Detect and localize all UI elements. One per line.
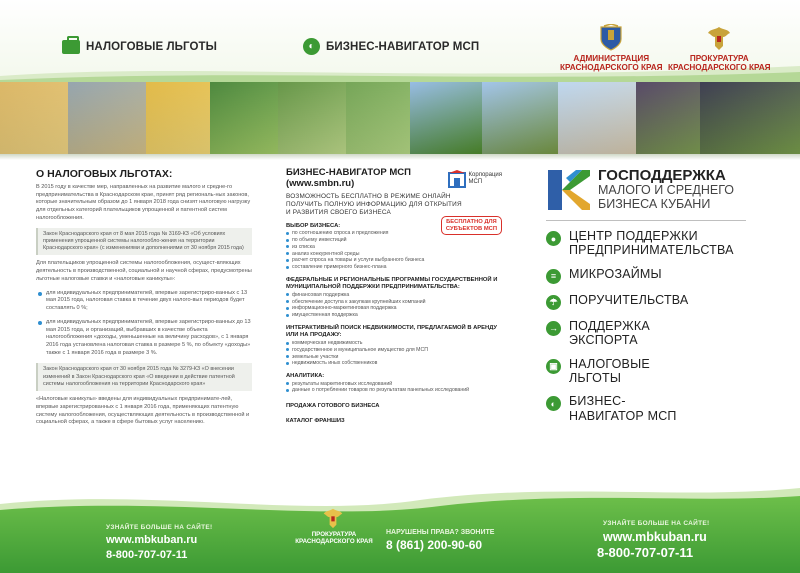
navigator-subtitle: ВОЗМОЖНОСТЬ БЕСПЛАТНО В РЕЖИМЕ ОНЛАЙН ПОЛУЧИТЬ ПОЛНУЮ ИНФОРМАЦИЮ ДЛЯ ОТКРЫТИЯ И РАЗВИТИЯ СВОЕГО БИЗНЕСА bbox=[286, 192, 462, 216]
navigator-section bbox=[286, 325, 502, 367]
list-item-text: государственное и муниципальное имущество для МСП bbox=[292, 346, 428, 353]
list-item-text: обеспечение доступа к закупкам крупнейших компаний bbox=[292, 298, 426, 305]
combine-photo bbox=[482, 82, 558, 154]
service-label bbox=[569, 229, 734, 258]
list-item bbox=[286, 264, 502, 271]
bullet-dot-icon bbox=[286, 252, 289, 255]
coins-icon: ≡ bbox=[546, 269, 561, 284]
navigator-extra-1: ПРОДАЖА ГОТОВОГО БИЗНЕСА bbox=[286, 403, 380, 410]
service-label-line: ЦЕНТР ПОДДЕРЖКИ bbox=[569, 229, 698, 243]
header-band bbox=[0, 0, 800, 82]
header-tax bbox=[62, 40, 217, 54]
taxes-bullet-2 bbox=[38, 319, 252, 358]
list-item bbox=[286, 257, 502, 264]
prok-label-1: ПРОКУРАТУРА bbox=[689, 54, 749, 63]
header-tax-title: НАЛОГОВЫЕ ЛЬГОТЫ bbox=[86, 41, 218, 53]
corp-msp-logo bbox=[448, 168, 502, 190]
bullet-dot-icon bbox=[286, 314, 289, 317]
header-navigator bbox=[303, 38, 479, 55]
bullet-dot-icon bbox=[286, 300, 289, 303]
footer-prok-2: КРАСНОДАРСКОГО КРАЯ bbox=[295, 537, 373, 545]
footer-prok-1: ПРОКУРАТУРА bbox=[311, 531, 357, 538]
navigator-section-title: ВЫБОР БИЗНЕСА: bbox=[286, 222, 341, 229]
service-label-line: ЛЬГОТЫ bbox=[569, 370, 622, 385]
list-item bbox=[286, 292, 502, 299]
law-box-1: Закон Краснодарского края от 8 мая 2015 года № 3169-КЗ «Об условиях применения упрощенной системы налогообло-жения на территории Краснодарского края» (с изменениями и дополнениями от 30 ноября 2015 года) bbox=[36, 228, 252, 256]
list-item bbox=[286, 237, 502, 244]
free-badge bbox=[441, 216, 502, 235]
list-item bbox=[286, 340, 502, 347]
list-item-text: по соотношению спроса и предложения bbox=[292, 230, 389, 237]
admin-logo bbox=[560, 24, 663, 72]
navigator-site[interactable]: (www.smbn.ru) bbox=[286, 177, 355, 189]
bullet-dot-icon bbox=[286, 232, 289, 235]
list-item-text: информационно-маркетинговая поддержка bbox=[292, 305, 397, 312]
service-label-line: НАЛОГОВЫЕ bbox=[569, 356, 650, 371]
taxes-outro: «Налоговые каникулы» введены для индивидуальных предпринимате-лей, впервые зарегистрированных с 1 января 2016 года, применяющих патентную систему налогообложения, осуществляющих деятельность в производственной и социальной сферах, а также в сфере бытовых услуг населению. bbox=[36, 396, 250, 426]
taxes-bullet-1-text: для индивидуальных предпринимателей, впервые зарегистриро-ванных с 13 мая 2015 года, налоговая ставка в течение двух налого-вых периодов будет составлять 0 %; bbox=[46, 289, 248, 312]
footer-site-left[interactable]: www.mbkuban.ru bbox=[106, 534, 198, 546]
service-label bbox=[569, 319, 650, 348]
service-label-line: ПОДДЕРЖКА bbox=[569, 318, 650, 333]
bullet-dot-icon bbox=[286, 355, 289, 358]
eagle-emblem-icon bbox=[706, 24, 732, 52]
footer-violated: НАРУШЕНЫ ПРАВА? ЗВОНИТЕ bbox=[386, 529, 495, 536]
service-label-line: НАВИГАТОР МСП bbox=[569, 408, 677, 423]
bullet-dot-icon bbox=[38, 292, 42, 296]
krasnodar-crest-icon bbox=[598, 24, 624, 52]
kuban-k-logo-icon bbox=[546, 168, 590, 212]
vine-photo bbox=[700, 82, 800, 154]
footer-prok bbox=[284, 532, 384, 546]
service-guarantees bbox=[546, 293, 766, 310]
photo-strip-shadow bbox=[0, 154, 800, 160]
navigator-icon: ◐ bbox=[303, 38, 320, 55]
support-services bbox=[546, 229, 766, 423]
service-label-line: ПРЕДПРИНИМАТЕЛЬСТВА bbox=[569, 243, 734, 258]
bullet-dot-icon bbox=[286, 293, 289, 296]
footer-phone-left[interactable]: 8-800-707-07-11 bbox=[106, 549, 188, 561]
list-item bbox=[286, 251, 502, 258]
corp-msp-icon bbox=[448, 170, 466, 188]
briefcase-icon bbox=[62, 40, 80, 54]
footer-band bbox=[0, 478, 800, 573]
list-item bbox=[286, 305, 502, 312]
list-item-text: финансовая поддержка bbox=[292, 291, 350, 298]
list-item-text: коммерческая недвижимость bbox=[292, 340, 363, 346]
free-badge-line-2: СУБЪЕКТОВ МСП bbox=[445, 225, 497, 232]
navigator-section bbox=[286, 373, 502, 394]
admin-label-2: КРАСНОДАРСКОГО КРАЯ bbox=[560, 63, 663, 73]
footer-learn-more-left: УЗНАЙТЕ БОЛЬШЕ НА САЙТЕ! bbox=[106, 524, 213, 531]
navigator-title: БИЗНЕС-НАВИГАТОР МСП bbox=[286, 167, 411, 178]
taxes-title: О НАЛОГОВЫХ ЛЬГОТАХ: bbox=[36, 168, 173, 180]
grapes-photo bbox=[636, 82, 700, 154]
navigator-extra-2: КАТАЛОГ ФРАНШИЗ bbox=[286, 418, 345, 425]
bullet-dot-icon bbox=[286, 307, 289, 310]
footer-learn-more-right: УЗНАЙТЕ БОЛЬШЕ НА САЙТЕ! bbox=[603, 520, 710, 527]
footer-site-right[interactable]: www.mbkuban.ru bbox=[603, 530, 707, 544]
service-label bbox=[569, 267, 662, 281]
briefcase-icon: ▣ bbox=[546, 359, 561, 374]
list-item-text: составление примерного бизнес-плана bbox=[292, 264, 387, 271]
service-label bbox=[569, 357, 650, 386]
taxes-column bbox=[36, 168, 252, 427]
service-label-line: МИКРОЗАЙМЫ bbox=[569, 266, 662, 281]
bullet-dot-icon bbox=[286, 342, 289, 345]
support-column bbox=[546, 168, 766, 432]
footer-violated-phone[interactable]: 8 (861) 200-90-60 bbox=[386, 538, 483, 552]
navigator-section-title: АНАЛИТИКА: bbox=[286, 373, 325, 379]
taxes-bullet-2-text: для индивидуальных предпринимателей, впервые зарегистриро-ванных до 13 мая 2015 года, и организаций, выбравших в качестве объекта налогообложения «доходы, уменьшенные на величину расходов», с 1 января 2016 года установлена налоговая ставка в размере 5 %, по объекту «доходы» также с 1 января 2016 года в размере 3 %. bbox=[46, 318, 251, 356]
people-icon: ● bbox=[546, 231, 561, 246]
service-export-support bbox=[546, 319, 766, 348]
navigator-section bbox=[286, 277, 502, 319]
navigator-section-title: ФЕДЕРАЛЬНЫЕ И РЕГИОНАЛЬНЫЕ ПРОГРАММЫ ГОСУДАРСТВЕННОЙ И МУНИЦИПАЛЬНОЙ ПОДДЕРЖКИ ПРЕДПРИНИМАТЕЛЬСТВА: bbox=[286, 276, 498, 291]
list-item bbox=[286, 387, 502, 394]
list-item-text: данные о потреблении товаров по результатам панельных исследований bbox=[292, 387, 470, 394]
service-label bbox=[569, 293, 688, 307]
bullet-dot-icon bbox=[286, 389, 289, 392]
list-item-text: по объему инвестиций bbox=[292, 237, 347, 244]
service-tax-benefits bbox=[546, 357, 766, 386]
globe-arrow-icon: → bbox=[546, 321, 561, 336]
bullet-dot-icon bbox=[286, 382, 289, 385]
corp-label-1: Корпорация bbox=[468, 172, 502, 179]
list-item-text: недвижимость иных собственников bbox=[292, 360, 378, 367]
hotel-photo bbox=[558, 82, 636, 154]
navigator-sections bbox=[286, 223, 502, 394]
list-item bbox=[286, 347, 502, 354]
service-label bbox=[569, 394, 677, 423]
service-business-navigator bbox=[546, 394, 766, 423]
umbrella-icon: ☂ bbox=[546, 295, 561, 310]
corp-label-2: МСП bbox=[468, 178, 483, 185]
list-item bbox=[286, 244, 502, 251]
support-subtitle-1: МАЛОГО И СРЕДНЕГО bbox=[598, 183, 734, 197]
service-label-line: БИЗНЕС- bbox=[569, 394, 626, 409]
rows-photo bbox=[278, 82, 346, 154]
list-item-text: результаты маркетинговых исследований bbox=[292, 380, 393, 387]
support-subtitle-2: БИЗНЕСА КУБАНИ bbox=[598, 197, 711, 212]
bullet-dot-icon bbox=[286, 348, 289, 351]
list-item-text: земельные участки bbox=[292, 353, 339, 360]
bullet-dot-icon bbox=[286, 245, 289, 248]
service-label-line: ЭКСПОРТА bbox=[569, 333, 638, 348]
greenhouse-photo bbox=[346, 82, 410, 154]
list-item bbox=[286, 354, 502, 361]
list-item bbox=[286, 299, 502, 306]
taxes-intro: В 2015 году в качестве мер, направленных на развитие малого и средне-го предпринимательства в Краснодарском крае, принят ряд региональ-ных законов, которые значительным образом до 1 января 2018 года снизят налоговую нагрузку для отдельных категорий плательщиков упрощенной и патентной систем налогообложения. bbox=[36, 184, 251, 221]
bullet-dot-icon bbox=[38, 321, 42, 325]
admin-label-1: АДМИНИСТРАЦИЯ bbox=[573, 54, 650, 63]
service-entrepreneurship-support bbox=[546, 229, 766, 258]
taxes-bullet-1 bbox=[38, 290, 252, 313]
free-badge-line-1: БЕСПЛАТНО ДЛЯ bbox=[446, 219, 497, 225]
service-label-line: ПОРУЧИТЕЛЬСТВА bbox=[569, 292, 689, 307]
navigator-icon: ◐ bbox=[546, 396, 561, 411]
list-item-text: из списка bbox=[292, 243, 315, 250]
law-box-2: Закон Краснодарского края от 30 ноября 2015 года № 3279-КЗ «О внесении изменений в Закон Краснодарского края «О введении в действие патентной системы налогообложения на территории Краснодарского края» bbox=[36, 363, 252, 391]
photo-strip bbox=[0, 82, 800, 154]
bullet-dot-icon bbox=[286, 362, 289, 365]
factory-photo bbox=[68, 82, 146, 154]
bullet-dot-icon bbox=[286, 239, 289, 242]
prok-logo bbox=[668, 24, 771, 72]
corn-photo bbox=[146, 82, 210, 154]
list-item bbox=[286, 360, 502, 367]
header-navigator-title: БИЗНЕС-НАВИГАТОР МСП bbox=[326, 40, 480, 53]
list-item-text: расчет спроса на товары и услуги выбранного бизнеса bbox=[292, 257, 425, 264]
navigator-column bbox=[286, 168, 502, 424]
list-item-text: анализ конкурентной среды bbox=[292, 250, 360, 257]
navigator-section-title: ИНТЕРАКТИВНЫЙ ПОИСК НЕДВИЖИМОСТИ, ПРЕДЛАГАЕМОЙ В АРЕНДУ ИЛИ НА ПРОДАЖУ: bbox=[286, 324, 498, 339]
footer-eagle-emblem-icon bbox=[322, 506, 344, 530]
support-title: ГОСПОДДЕРЖКА bbox=[598, 167, 726, 184]
footer-phone-right[interactable]: 8-800-707-07-11 bbox=[597, 545, 694, 560]
service-microloans bbox=[546, 267, 766, 284]
list-item-text: имущественная поддержка bbox=[292, 312, 358, 319]
taxes-middle: Для плательщиков упрощенной системы налогообложения, осущест-вляющих деятельность в производственной, социальной и научной сферах, предусмотрены льготные налоговые ставки и «налоговые каникулы»: bbox=[36, 260, 252, 282]
prok-label-2: КРАСНОДАРСКОГО КРАЯ bbox=[668, 63, 771, 73]
bullet-dot-icon bbox=[286, 266, 289, 269]
support-divider bbox=[546, 220, 746, 221]
tractor-photo bbox=[210, 82, 278, 154]
list-item bbox=[286, 312, 502, 319]
field-photo bbox=[410, 82, 482, 154]
cheese-photo bbox=[0, 82, 68, 154]
bullet-dot-icon bbox=[286, 259, 289, 262]
